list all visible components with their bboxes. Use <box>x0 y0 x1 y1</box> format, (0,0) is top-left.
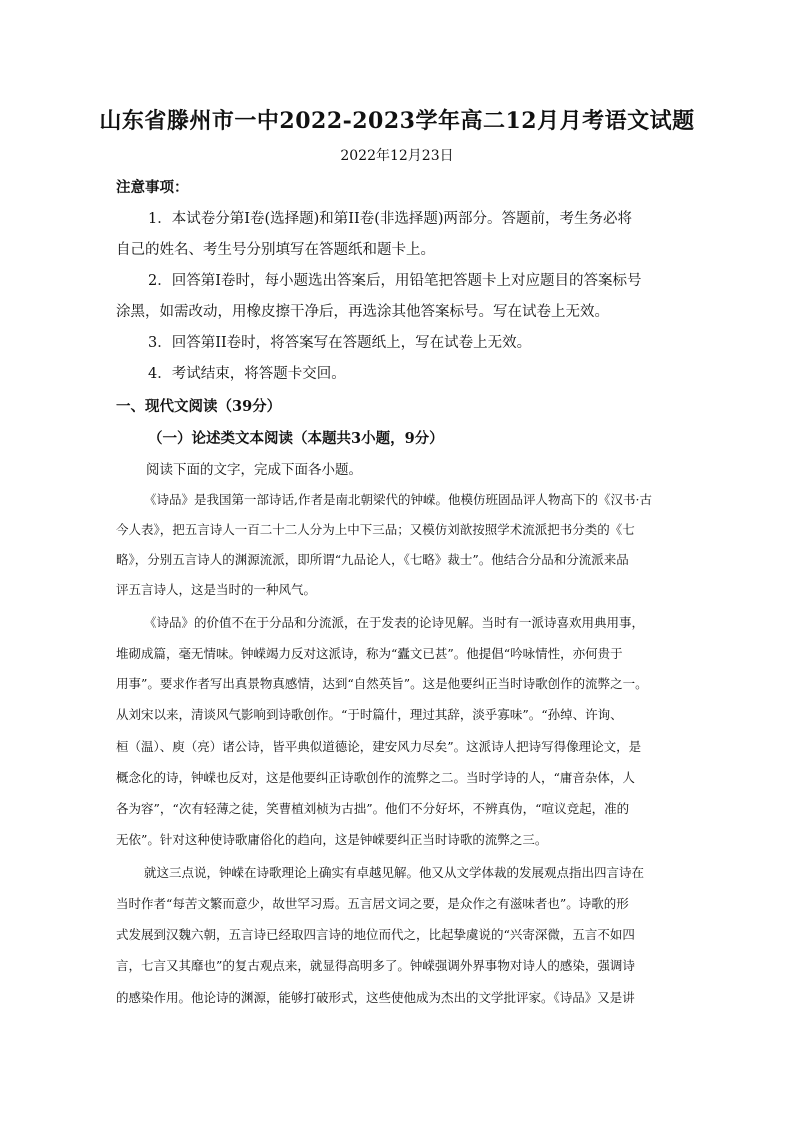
passage-line: 今人表》，把五言诗人一百二十二人分为上中下三品；又模仿刘歆按照学术流派把书分类的《七 <box>116 522 635 537</box>
page-title: 山东省滕州市一中2022-2023学年高二12月月考语文试题 <box>99 108 695 134</box>
passage-line: 概念化的诗，钟嵘也反对，这是他要纠正诗歌创作的流弊之二。当时学诗的人，“庸音杂体，人 <box>116 770 635 785</box>
notice-item-4: 4．考试结束，将答题卡交回。 <box>148 366 346 382</box>
passage-line: 《诗品》是我国第一部诗话,作者是南北朝梁代的钟嵘。他模仿班固品评人物高下的《汉书·古 <box>144 492 652 507</box>
passage-line: 《诗品》的价值不在于分品和分流派，在于发表的论诗见解。当时有一派诗喜欢用典用事， <box>144 615 645 630</box>
passage-line: 从刘宋以来，清谈风气影响到诗歌创作。“于时篇什，理过其辞，淡乎寡味”。“孙绰、许询、 <box>116 707 623 722</box>
notice-item-1: 1．本试卷分第I卷(选择题)和第II卷(非选择题)两部分。答题前，考生务必将 <box>148 211 633 227</box>
passage-line: 各为容”，“次有轻薄之徒，笑曹植刘桢为古拙”。他们不分好坏，不辨真伪，“喧议竞起，准的 <box>116 801 630 816</box>
passage-line: 无依”。针对这种使诗歌庸俗化的趋向，这是钟嵘要纠正当时诗歌的流弊之三。 <box>116 832 548 847</box>
passage-line: 就这三点说，钟嵘在诗歌理论上确实有卓越见解。他又从文学体裁的发展观点指出四言诗在 <box>144 865 645 880</box>
notice-item-3: 3．回答第II卷时，将答案写在答题纸上，写在试卷上无效。 <box>148 335 532 351</box>
passage-line: 当时作者“每苦文繁而意少，故世罕习焉。五言居文词之要，是众作之有滋味者也”。诗歌的形 <box>116 896 629 911</box>
notice-heading: 注意事项： <box>116 179 189 196</box>
passage-line: 用事”。要求作者写出真景物真感情，达到“自然英旨”。这是他要纠正当时诗歌创作的流弊之一。 <box>116 676 648 691</box>
passage-line: 评五言诗人，这是当时的一种风气。 <box>116 582 317 597</box>
passage-line: 桓（温）、庾（亮）诸公诗，皆平典似道德论，建安风力尽矣”。这派诗人把诗写得像理论文，是 <box>116 739 642 754</box>
passage-line: 略》，分别五言诗人的渊源流派，即所谓“九品论人，《七略》裁士”。他结合分品和分流派来品 <box>116 552 629 567</box>
passage-line: 堆砌成篇，毫无情味。钟嵘竭力反对这派诗，称为“蠹文已甚”。他提倡“吟咏情性，亦何贵于 <box>116 646 623 661</box>
notice-item-2-cont: 涂黑，如需改动，用橡皮擦干净后，再选涂其他答案标号。写在试卷上无效。 <box>116 304 609 320</box>
passage-line: 的感染作用。他论诗的渊源，能够打破形式，这些使他成为杰出的文学批评家。《诗品》又是讲 <box>116 990 635 1005</box>
notice-item-2: 2．回答第I卷时，每小题选出答案后，用铅笔把答题卡上对应题目的答案标号 <box>148 273 642 289</box>
notice-item-1-cont: 自己的姓名、考生号分别填写在答题纸和题卡上。 <box>116 242 435 258</box>
passage-line: 言，七言又其靡也”的复古观点来，就显得高明多了。钟嵘强调外界事物对诗人的感染，强调诗 <box>116 958 635 973</box>
passage-line: 式发展到汉魏六朝，五言诗已经取四言诗的地位而代之，比起挚虞说的“兴寄深微，五言不如四 <box>116 927 635 942</box>
reading-instruction: 阅读下面的文字，完成下面各小题。 <box>146 462 362 478</box>
section-subheading: （一）论述类文本阅读（本题共3小题，9分） <box>148 430 444 447</box>
section-heading: 一、现代文阅读（39分） <box>116 398 282 415</box>
exam-date: 2022年12月23日 <box>340 148 454 164</box>
